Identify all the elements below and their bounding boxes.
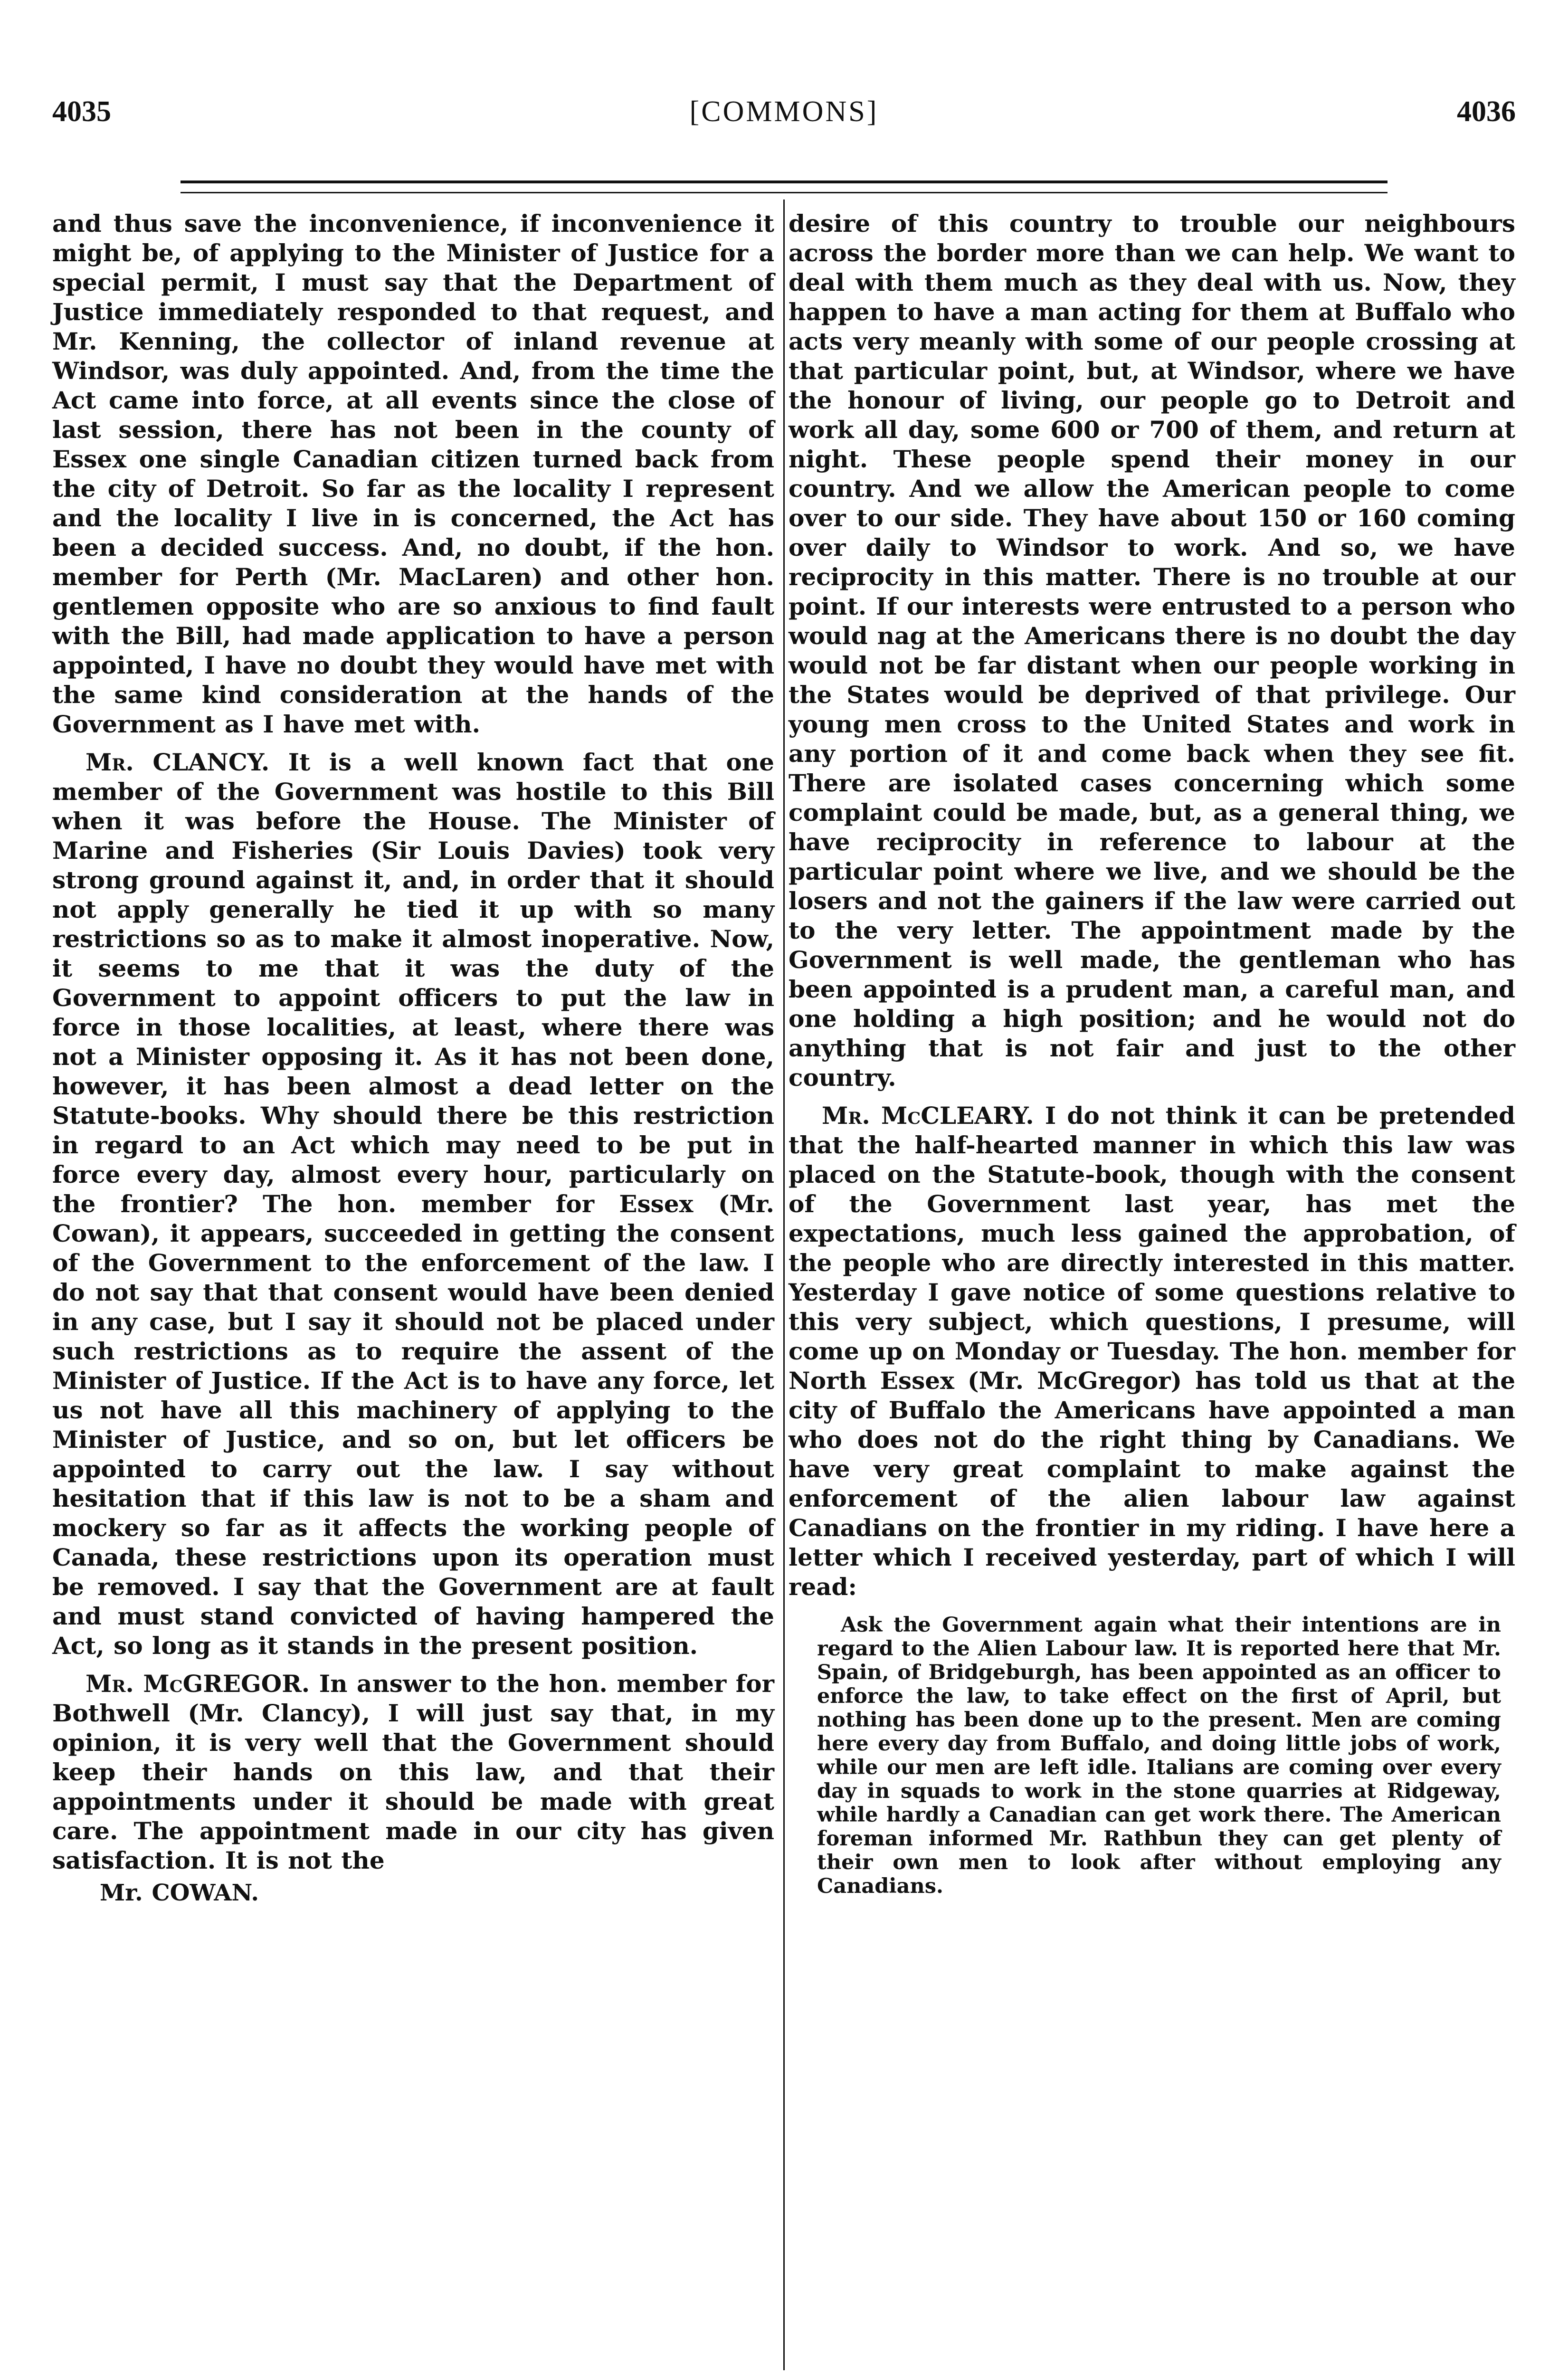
page-header-title: [COMMONS] bbox=[689, 95, 879, 128]
speech-text: In answer to the hon. member for Bothwell (Mr. Clancy), I will just say that, in my opinion, it is very well that the Government should keep their hands on this law, and that their appointments under it should be made with great care. The appointment made in our city has given satisfaction. It is not the bbox=[52, 1670, 775, 1874]
quoted-letter bbox=[817, 1613, 1501, 1898]
quoted-letter-text: Ask the Government again what their intentions are in regard to the Alien Labour law. It is reported here that Mr. Spain, of Bridgeburgh, has been appointed as an officer to enforce the law, to take effect on the first of April, but nothing has been done up to the present. Men are coming here every day from Buffalo, and doing little jobs of work, while our men are left idle. Italians are coming over every day in squads to work in the stone quarries at Ridgeway, while hardly a Canadian can get work there. The American foreman informed Mr. Rathbun they can get plenty of their own men to look after without employing any Canadians. bbox=[817, 1613, 1501, 1898]
header-rule-thick bbox=[181, 180, 1387, 183]
header-rule-thin bbox=[181, 192, 1387, 193]
left-paragraph-continued: and thus save the inconvenience, if inconvenience it might be, of applying to the Minister of Justice for a special permit, I must say that the Department of Justice immediately responded to that request, and Mr. Kenning, the collector of inland revenue at Windsor, was duly appointed. And, from the time the Act came into force, at all events since the close of last session, there has not been in the county of Essex one single Canadian citizen turned back from the city of Detroit. So far as the locality I represent and the locality I live in is concerned, the Act has been a decided success. And, no doubt, if the hon. member for Perth (Mr. MacLaren) and other hon. gentlemen opposite who are so anxious to find fault with the Bill, had made application to have a person appointed, I have no doubt they would have met with the same kind consideration at the hands of the Government as I have met with. bbox=[52, 209, 774, 738]
right-page-number: 4036 bbox=[1457, 95, 1516, 128]
running-footer-speaker: Mr. COWAN. bbox=[100, 1880, 259, 1906]
right-column bbox=[789, 209, 1515, 1898]
speech-clancy bbox=[52, 748, 774, 1661]
speech-mccleary bbox=[789, 1101, 1515, 1602]
speech-text: It is a well known fact that one member of the Government was hostile to this Bill when it was before the House. The Minister of Marine and Fisheries (Sir Louis Davies) took very strong ground against it, and, in order that it should not apply generally he tied it up with so many restrictions so as to make it almost inoperative. Now, it seems to me that it was the duty of the Government to appoint officers to put the law in force in those localities, at least, where there was not a Minister opposing it. As it has not been done, however, it has been almost a dead letter on the Statute-books. Why should there be this restriction in regard to an Act which may need to be put in force every day, almost every hour, particularly on the frontier? The hon. member for Essex (Mr. Cowan), it appears, succeeded in getting the consent of the Government to the enforcement of the law. I do not say that that consent would have been denied in any case, but I say it should not be placed under such restrictions as to require the assent of the Minister of Justice. If the Act is to have any force, let us not have all this machinery of applying to the Minister of Justice, and so on, but let officers be appointed to carry out the law. I say without hesitation that if this law is not to be a sham and mockery so far as it affects the working people of Canada, these restrictions upon its operation must be removed. I say that the Government are at fault and must stand convicted of having hampered the Act, so long as it stands in the present position. bbox=[52, 748, 774, 1660]
right-paragraph-continued: desire of this country to trouble our neighbours across the border more than we can help. We want to deal with them much as they deal with us. Now, they happen to have a man acting for them at Buffalo who acts very meanly with some of our people crossing at that particular point, but, at Windsor, where we have the honour of living, our people go to Detroit and work all day, some 600 or 700 of them, and return at night. These people spend their money in our country. And we allow the American people to come over to our side. They have about 150 or 160 coming over daily to Windsor to work. And so, we have reciprocity in this matter. There is no trouble at our point. If our interests were entrusted to a person who would nag at the Americans there is no doubt the day would not be far distant when our people working in the States would be deprived of that privilege. Our young men cross to the United States and work in any portion of it and come back when they see fit. There are isolated cases concerning which some complaint could be made, but, as a general thing, we have reciprocity in reference to labour at the particular point where we live, and we should be the losers and not the gainers if the law were carried out to the very letter. The appointment made by the Government is well made, the gentleman who has been appointed is a prudent man, a careful man, and one holding a high position; and he would not do anything that is not fair and just to the other country. bbox=[789, 209, 1515, 1092]
speaker-name: Mr. CLANCY. bbox=[86, 748, 270, 776]
left-column bbox=[52, 209, 774, 1908]
page-header bbox=[0, 95, 1568, 142]
column-divider bbox=[783, 200, 785, 2370]
left-page-number: 4035 bbox=[52, 95, 111, 128]
speech-text: I do not think it can be pretended that the half-hearted manner in which this law was placed on the Statute-book, though with the consent of the Government last year, has met the expectations, much less gained the approbation, of the people who are directly interested in this matter. Yesterday I gave notice of some questions relative to this very subject, which questions, I presume, will come up on Monday or Tuesday. The hon. member for North Essex (Mr. McGregor) has told us that at the city of Buffalo the Americans have appointed a man who does not do the right thing by Canadians. We have very great complaint to make against the enforcement of the alien labour law against Canadians on the frontier in my riding. I have here a letter which I received yesterday, part of which I will read: bbox=[789, 1102, 1515, 1601]
speaker-name: Mr. McCLEARY. bbox=[822, 1102, 1034, 1130]
speech-mcgregor bbox=[52, 1669, 774, 1875]
speaker-name: Mr. McGREGOR. bbox=[86, 1670, 310, 1698]
